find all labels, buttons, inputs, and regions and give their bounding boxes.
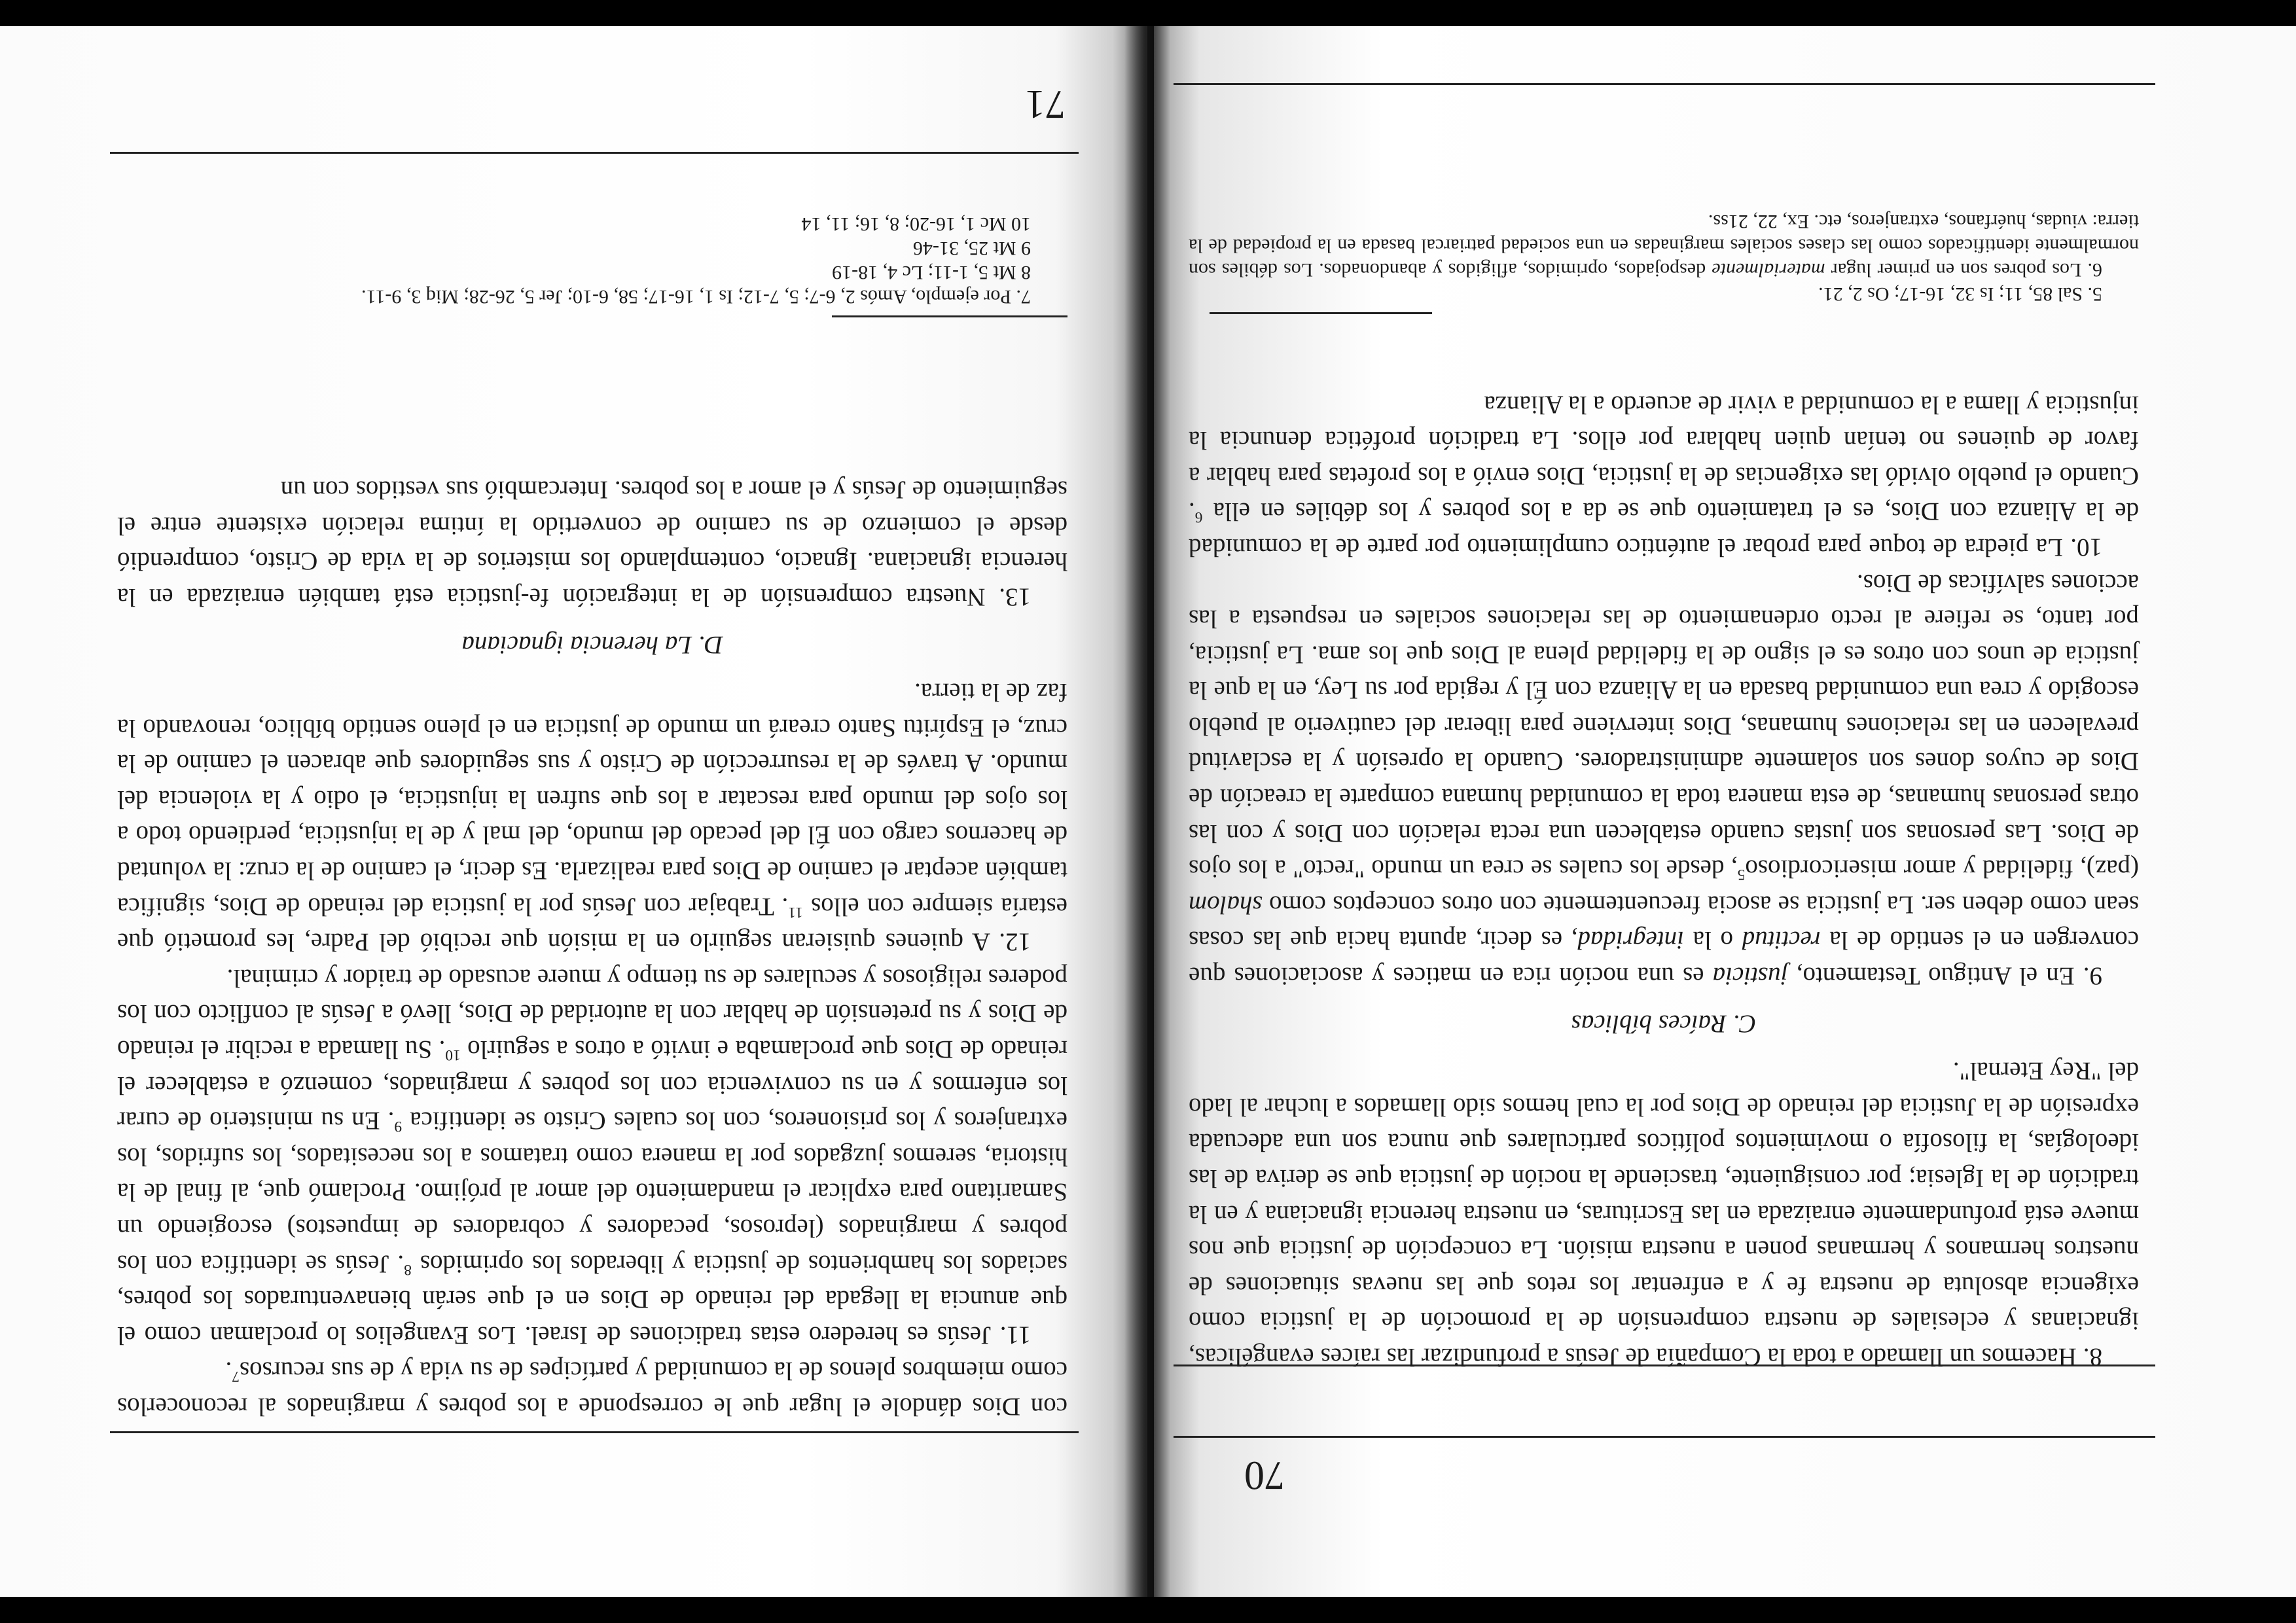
paragraph-9: 9. En el Antiguo Testamento, justicia es una noción rica en matices y asociaciones que convergen en el sentido de la rectitud o la integridad, es decir, apunta hacia que las cosas sean como deben ser. La justicia se asocia frecuentemente con otros conceptos como shalom (paz), fidelidad y amor misericordioso$^5$, desde los cuales se crea un mundo "recto" a los ojos de Dios. Las personas son justas cuando establecen una recta relación con Dios y con las otras personas humanas, de esta manera toda la comunidad humana comparte la creación de Dios de cuyos dones son solamente administradores. Cuando la opresión y la esclavitud prevalecen en las relaciones humanas, Dios interviene para liberar del cautiverio al pueblo escogido y crea una comunidad basada en la Alianza con Él y regida por su Ley, en la que la justicia de unos con otros es el signo de la fidelidad plena al Dios que los ama. La justicia, por tanto, se refiere al recto ordenamiento de las relaciones sociales en respuesta a las acciones salvíficas de Dios. bbox=[1189, 569, 2139, 991]
paragraph-10: 10. La piedra de toque para probar el auténtico cumplimiento por parte de la comunidad de la Alianza con Dios, es el tratamiento que se da a los pobres y los débiles en ella $^6$. Cuando el pueblo olvidó las exigencias de la justicia, Dios envió a los profetas para hablar a favor de quienes no tenían quien hablara por ellos. La tradición profética denuncia la injusticia y llama a la comunidad a vivir de acuerdo a la Alianza bbox=[1189, 390, 2139, 562]
paragraph-12: 12. A quienes quisieran seguirlo en la misión que recibió del Padre, les prometió que estaría siempre con ellos $^{11}$. Trabajar con Jesús por la justicia del reinado de Dios, significa también aceptar el camino de Dios para realizarla. Es decir, el camino de la cruz: la voluntad de hacernos cargo con Él del pecado del mundo, del mal y de la injusticia, perdiendo todo a los ojos del mundo para rescatar a los que sufren la injusticia, el odio y la violencia del mundo. A través de la resurrección de Cristo y sus seguidores que abracen el camino de la cruz, el Espíritu Santo creará un mundo de justicia en el pleno sentido bíblico, renovando la faz de la tierra. bbox=[117, 678, 1067, 957]
footnote-9: 9 Mt 25, 31-46 bbox=[913, 238, 1031, 259]
section-heading-c: C. Raíces bíblicas bbox=[1571, 1009, 1757, 1038]
footnote-separator bbox=[1210, 312, 1432, 314]
footnotes bbox=[1189, 209, 2139, 306]
header-rule bbox=[110, 1431, 1079, 1433]
footnote-ref-6: 6 bbox=[1194, 508, 1203, 526]
footnote-ref-9: 9 bbox=[394, 1118, 403, 1135]
body-text bbox=[117, 472, 1067, 1424]
paragraph-11-lead: con Dios dándole el lugar que le corresponde a los pobres y marginados al reconocerlos como miembros plenos de la comunidad y partícipes de su vida y de sus recursos$^7$. bbox=[117, 1357, 1067, 1421]
footer-rule bbox=[110, 152, 1079, 154]
page-number: 70 bbox=[1244, 1453, 1285, 1497]
book-gutter-shadow bbox=[1124, 26, 1170, 1597]
footer-rule bbox=[1174, 83, 2155, 85]
footnote-ref-11: 11 bbox=[788, 903, 803, 921]
page-number: 71 bbox=[1025, 82, 1066, 126]
footnote-ref-10: 10 bbox=[445, 1046, 461, 1064]
paragraph-13: 13. Nuestra comprensión de la integración fe-justicia está también enraizada en la herencia ignaciana. Ignacio, contemplando los misterios de la vida de Cristo, comprendió desde el comienzo de su camino de convertido la íntima relación existente entre el seguimiento de Jesús y el amor a los pobres. Intercambió sus vestidos con un bbox=[117, 476, 1067, 611]
page-70 bbox=[1154, 26, 2296, 1597]
footnote-ref-8: 8 bbox=[404, 1260, 412, 1278]
footnote-10: 10 Mc 1, 16-20; 8, 16; 11, 14 bbox=[801, 213, 1031, 235]
footnote-7: 7. Por ejemplo, Amós 2, 6-7; 5, 7-12; Is 1, 16-17; 58, 6-10; Jer 5, 26-28; Miq 3, 9-11. bbox=[361, 286, 1031, 308]
paragraph-8: 8. Hacemos un llamado a toda la Compañía de Jesús a profundizar las raíces evangélicas, ignacianas y eclesiales de nuestra comprensión de la promoción de la justicia como exigencia absoluta de nuestra fe y a enfrentar los retos que las nuevas situaciones de nuestros hermanos y hermanas ponen a nuestra misión. La concepción de justicia que nos mueve está profundamente enraizada en las Escrituras, en nuestra herencia ignaciana y en la tradición de la Iglesia; por consiguiente, trasciende la noción de justicia que se deriva de las ideologías, la filosofía o movimientos políticos particulares que nunca son una adecuada expresión de la Justicia del reinado de Dios por la cual hemos sido llamados a luchar al lado del "Rey Eternal". bbox=[1189, 1057, 2139, 1371]
footnote-ref-7: 7 bbox=[232, 1368, 240, 1385]
section-heading-d: D. La herencia ignaciana bbox=[461, 630, 723, 659]
header-rule bbox=[1174, 1436, 2155, 1438]
body-text bbox=[1189, 386, 2139, 1374]
footnote-6: 6. Los pobres son en primer lugar materialmente despojados, oprimidos, afligidos y abandonados. Los débiles son normalmente identificados como las clases sociales marginadas en una sociedad patriarcal basada en la propiedad de la tierra: viudas, huérfanos, extranjeros, etc. Ex, 22, 21ss. bbox=[1189, 211, 2139, 281]
page-71 bbox=[0, 26, 1147, 1597]
footnote-5: 5. Sal 85, 11; Is 32, 16-17; Os 2, 21. bbox=[1818, 283, 2102, 305]
footnote-ref-5: 5 bbox=[1737, 866, 1746, 883]
paragraph-11: 11. Jesús es heredero estas tradiciones de Israel. Los Evangelios lo proclaman como el que anuncia la llegada del reinado de Dios en el que serán bienaventurados los pobres, saciados los hambrientos de justicia y liberados los oprimidos $^8$. Jesús se identifica con los pobres y marginados (leprosos, pecadores y cobradores de impuestos) escogiendo un Samaritano para explicar el mandamiento del amor al prójimo. Proclamó que, al final de la historia, seremos juzgados por la manera como tratamos a los necesitados, los sufridos, los extranjeros y los prisioneros, con los cuales Cristo se identifica $^9$. En su ministerio de curar los enfermos y en su convivencia con los pobres y marginados, comenzó a establecer el reinado de Dios que proclamaba e invitó a otros a seguirlo $^{10}$. Su llamada a recibir el reinado de Dios y su pretensión de hablar con la autoridad de Dios, llevó a Jesús al conflicto con los poderes religiosos y seculares de su tiempo y muere acusado de traidor y criminal. bbox=[117, 963, 1067, 1349]
footnote-8: 8 Mt 5, 1-11; Lc 4, 18-19 bbox=[832, 262, 1031, 283]
footnotes bbox=[117, 212, 1067, 309]
footnote-separator bbox=[832, 315, 1067, 317]
